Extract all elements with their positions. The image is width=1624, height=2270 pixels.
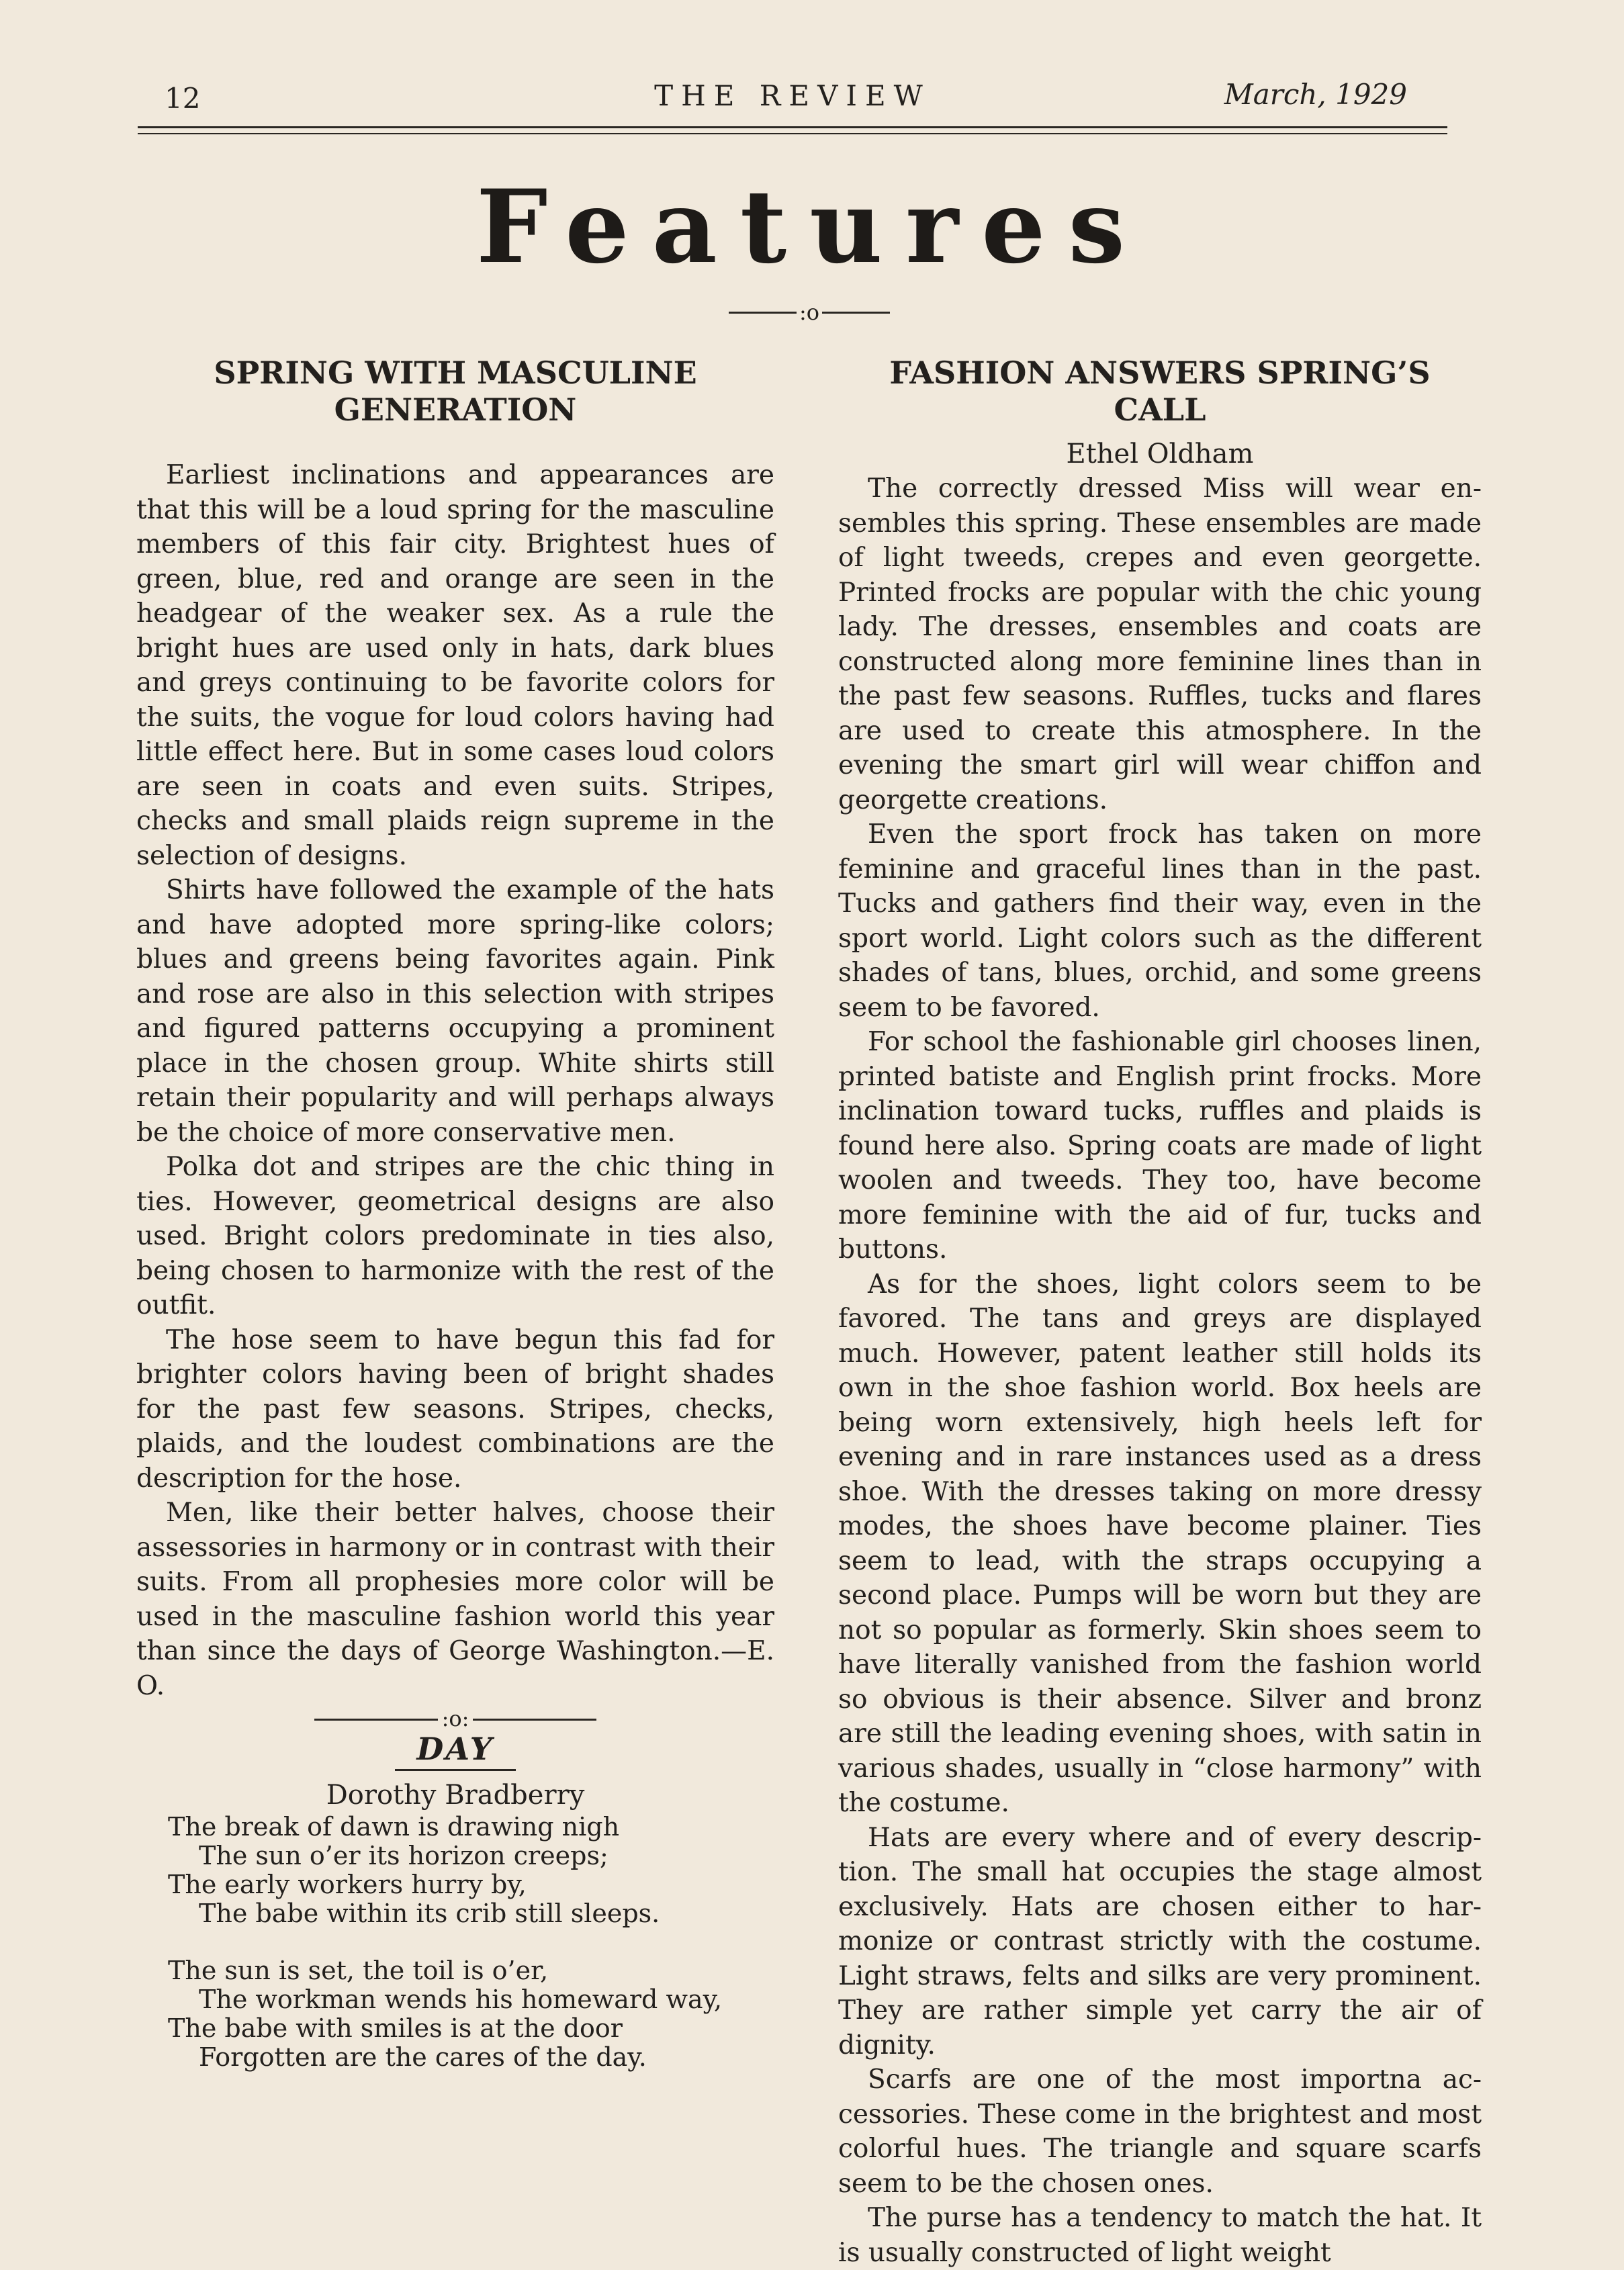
article-paragraph: The correctly dressed Miss will wear ensembles this spring. These ensembles are made of light tweeds, crepes and even georgette. Printed frocks are popular with the chic young lady. The dresses, ensembles and coats are constructed along more feminine lines than in the past few seasons. Ruffles, tucks and flares are used to create this atmosphere. In the evening the smart girl will wear chiffon and georgette creations. bbox=[838, 473, 1482, 815]
issue-date: March, 1929 bbox=[1224, 78, 1407, 111]
article-paragraph: Even the sport frock has taken on more feminine and graceful lines than in the past. Tucks and gathers find their way, even in the sport world. Light colors such as the different shades of tans, blues, orchid, and some greens seem to be favored. bbox=[838, 819, 1482, 1023]
poem-title: DAY bbox=[416, 1731, 494, 1767]
right-article-byline: Ethel Oldham bbox=[1066, 439, 1254, 469]
article-paragraph: The hose seem to have begun this fad for brighter colors having been of bright shades for the past few seasons. Stripes, checks, plaids, and the loudest combinations are the description for the hose. bbox=[136, 1324, 774, 1494]
poem-line: The babe with smiles is at the door bbox=[168, 2013, 623, 2043]
ornament-text: :o bbox=[799, 300, 820, 325]
section-title: Features bbox=[476, 168, 1148, 286]
poem-line: The sun o’er its horizon creeps; bbox=[199, 1841, 608, 1870]
page-number: 12 bbox=[165, 82, 201, 115]
article-paragraph: Earliest inclinations and appearances are that this will be a loud spring for the masculine members of this fair city. Brightest hues of green, blue, red and orange are seen in the headgear of the weaker sex. As a rule the bright hues are used only in hats, dark blues and greys continuing to be favorite colors for the suits, the vogue for loud colors having had little effect here. But in some cases loud colors are seen in coats and even suits. Stripes, checks and small plaids reign supreme in the selection of designs. bbox=[136, 460, 774, 871]
header-rule-thin bbox=[138, 133, 1447, 134]
poem-author: Dorothy Bradberry bbox=[326, 1780, 585, 1811]
right-article-headline: FASHION ANSWERS SPRING’S CALL bbox=[889, 355, 1431, 428]
article-paragraph: Men, like their better halves, choose their assessories in harmony or in contrast with their suits. From all prophesies more color will be used in the masculine fashion world this year than since the days of George Washington.—E. O. bbox=[136, 1498, 774, 1701]
article-paragraph: Polka dot and stripes are the chic thing in ties. However, geometrical designs are also used. Bright colors predominate in ties also, being chosen to harmonize with the rest of the outfit. bbox=[136, 1152, 774, 1320]
poem-line: The sun is set, the toil is o’er, bbox=[168, 1956, 549, 1985]
left-article-headline: SPRING WITH MASCULINE GENERATION bbox=[214, 355, 697, 428]
article-paragraph: The purse has a tendency to match the hat. It is usually constructed of light weight bbox=[838, 2203, 1482, 2268]
publication-title: THE REVIEW bbox=[654, 79, 931, 112]
poem-line: The workman wends his homeward way, bbox=[199, 1985, 723, 2014]
right-column bbox=[838, 355, 1482, 2270]
poem-ornament: :o: bbox=[314, 1707, 596, 1731]
poem-line: Forgotten are the cares of the day. bbox=[199, 2042, 647, 2072]
section-ornament bbox=[729, 299, 890, 326]
left-column bbox=[136, 355, 774, 2072]
poem-title-rule bbox=[395, 1769, 516, 1771]
header-rule bbox=[138, 126, 1447, 128]
poem-line: The babe within its crib still sleeps. bbox=[199, 1899, 660, 1928]
article-paragraph: Scarfs are one of the most importna accessories. These come in the brightest and most colorful hues. The triangle and square scarfs seem to be the chosen ones. bbox=[838, 2064, 1482, 2199]
running-header bbox=[138, 74, 1447, 114]
article-paragraph: Hats are every where and of every description. The small hat occupies the stage almost exclusively. Hats are chosen either to harmonize or contrast strictly with the costume. Light straws, felts and silks are very prominent. They are rather simple yet carry the air of dignity. bbox=[838, 1822, 1482, 2060]
article-paragraph: For school the fashionable girl chooses linen, printed batiste and English print frocks. More inclination toward tucks, ruffles and plaids is found here also. Spring coats are made of light woolen and tweeds. They too, have become more feminine with the aid of fur, tucks and buttons. bbox=[838, 1027, 1482, 1265]
poem-body bbox=[168, 1813, 774, 2072]
poem-line: The early workers hurry by, bbox=[168, 1870, 527, 1899]
poem-line: The break of dawn is drawing nigh bbox=[168, 1812, 620, 1842]
article-paragraph: Shirts have followed the example of the hats and have adopted more spring-like colors; blues and greens being favorites again. Pink and rose are also in this selection with stripes and figured patterns occupying a prominent place in the chosen group. White shirts still retain their popularity and will perhaps always be the choice of more conservative men. bbox=[136, 875, 774, 1148]
article-paragraph: As for the shoes, light colors seem to be favored. The tans and greys are displayed much. However, patent leather still holds its own in the shoe fashion world. Box heels are being worn extensively, high heels left for evening and in rare instances used as a dress shoe. With the dresses taking on more dressy modes, the shoes have become plainer. Ties seem to lead, with the straps occupying a second place. Pumps will be worn but they are not so popular as formerly. Skin shoes seem to have literally vanished from the fashion world so obvious is their absence. Silver and bronz are still the leading evening shoes, with satin in various shades, usually in “close harmony” with the costume. bbox=[838, 1269, 1482, 1818]
